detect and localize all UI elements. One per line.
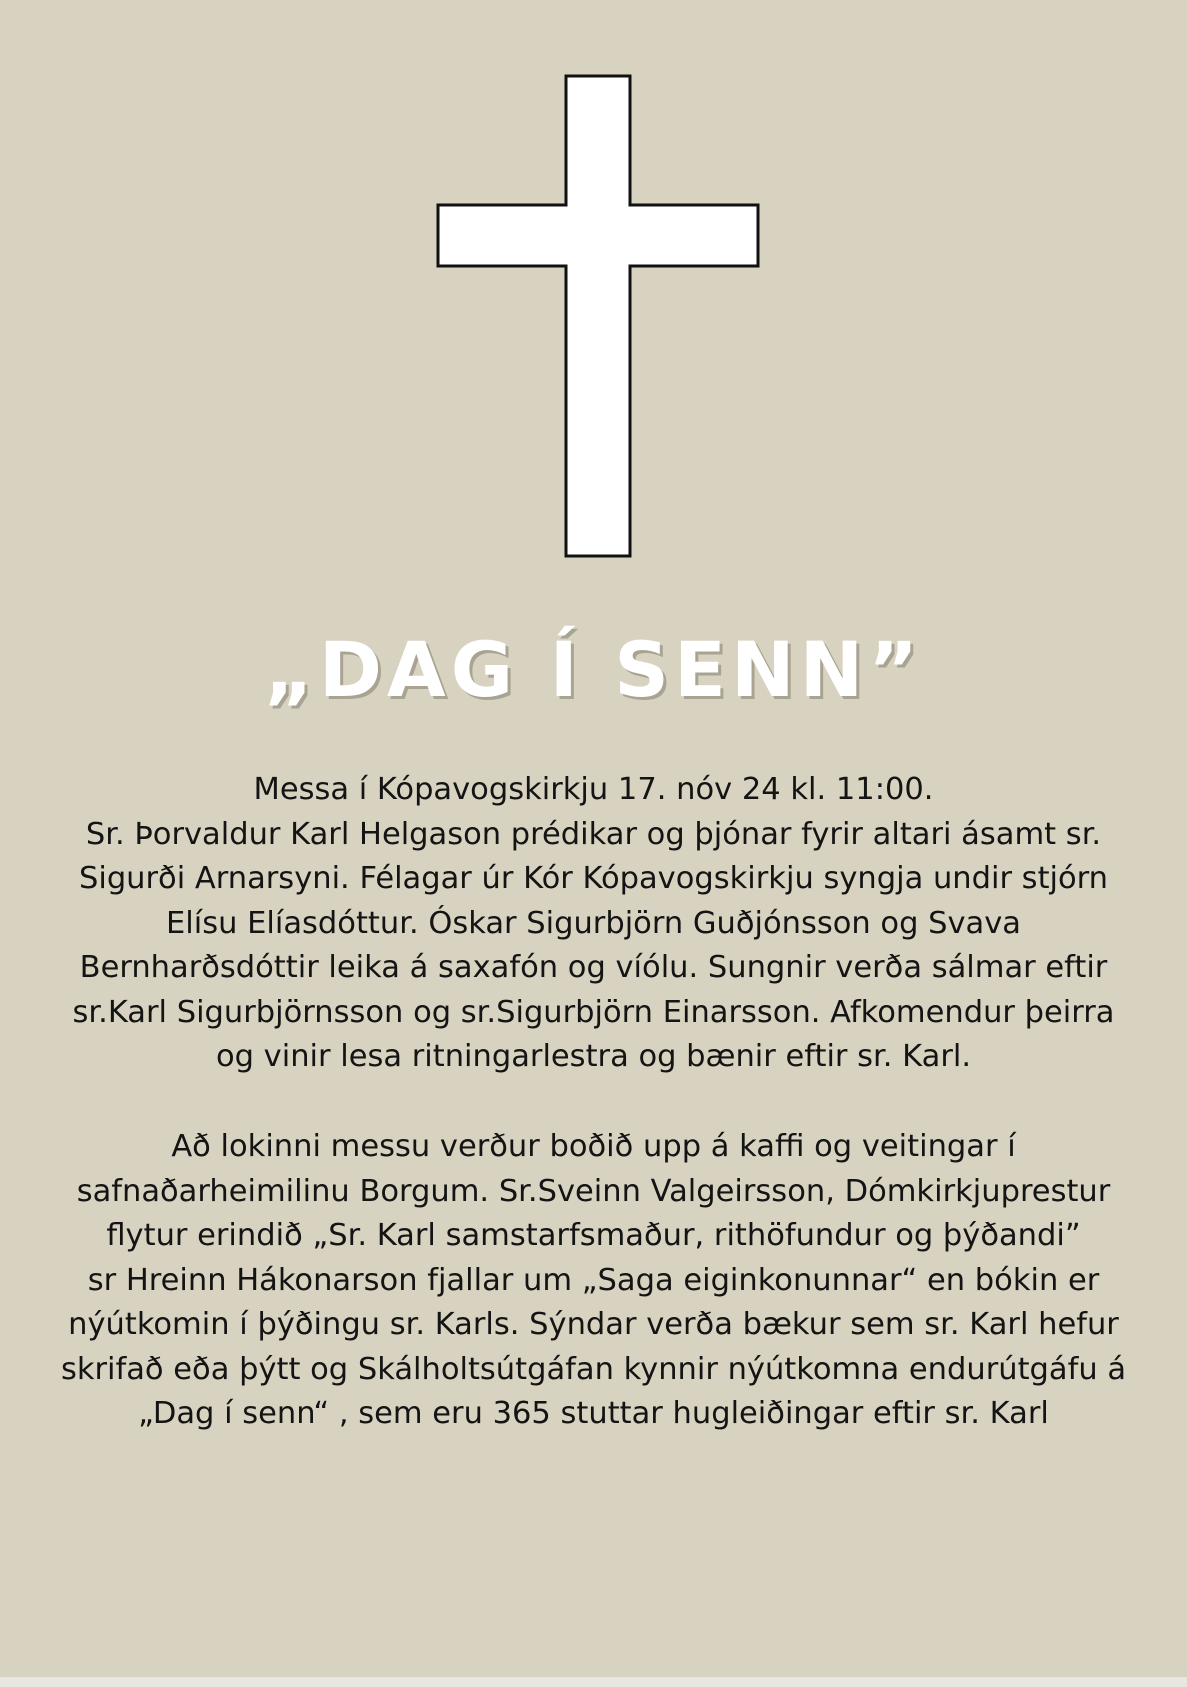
text-line: Að lokinni messu verður boðið upp á kaffi og veitingar í (171, 1129, 1016, 1164)
text-line: flytur erindið „Sr. Karl samstarfsmaður, rithöfundur og þýðandi” (106, 1218, 1081, 1253)
text-line: Elísu Elíasdóttur. Óskar Sigurbjörn Guðjónsson og Svava (166, 905, 1021, 941)
text-line: Sr. Þorvaldur Karl Helgason prédikar og þjónar fyrir altari ásamt sr. (85, 816, 1102, 852)
text-line: sr.Karl Sigurbjörnsson og sr.Sigurbjörn Einarsson. Afkomendur þeirra (72, 994, 1115, 1030)
text-line: skrifað eða þýtt og Skálholtsútgáfan kynnir nýútkomna endurútgáfu á (60, 1351, 1127, 1387)
text-line: safnaðarheimilinu Borgum. Sr.Sveinn Valgeirsson, Dómkirkjuprestur (76, 1173, 1111, 1209)
text-line: Messa í Kópavogskirkju 17. nóv 24 kl. 11:00. (253, 772, 934, 807)
page-title: „DAG Í SENN” (263, 625, 924, 714)
service-announcement-paragraph (30, 768, 1157, 1080)
text-line: Sigurði Arnarsyni. Félagar úr Kór Kópavogskirkju syngja undir stjórn (78, 861, 1109, 896)
text-line: sr Hreinn Hákonarson fjallar um „Saga eiginkonunnar“ en bókin er (87, 1262, 1100, 1298)
text-line: „Dag í senn“ , sem eru 365 stuttar hugleiðingar eftir sr. Karl (138, 1396, 1049, 1431)
text-line: Bernharðsdóttir leika á saxafón og víólu. Sungnir verða sálmar eftir (79, 950, 1108, 985)
cross-icon (436, 74, 760, 558)
reception-paragraph (30, 1125, 1157, 1437)
text-line: og vinir lesa ritningarlestra og bænir eftir sr. Karl. (215, 1039, 972, 1074)
text-line: nýútkomin í þýðingu sr. Karls. Sýndar verða bækur sem sr. Karl hefur (68, 1307, 1119, 1342)
bottom-border (0, 1677, 1187, 1687)
